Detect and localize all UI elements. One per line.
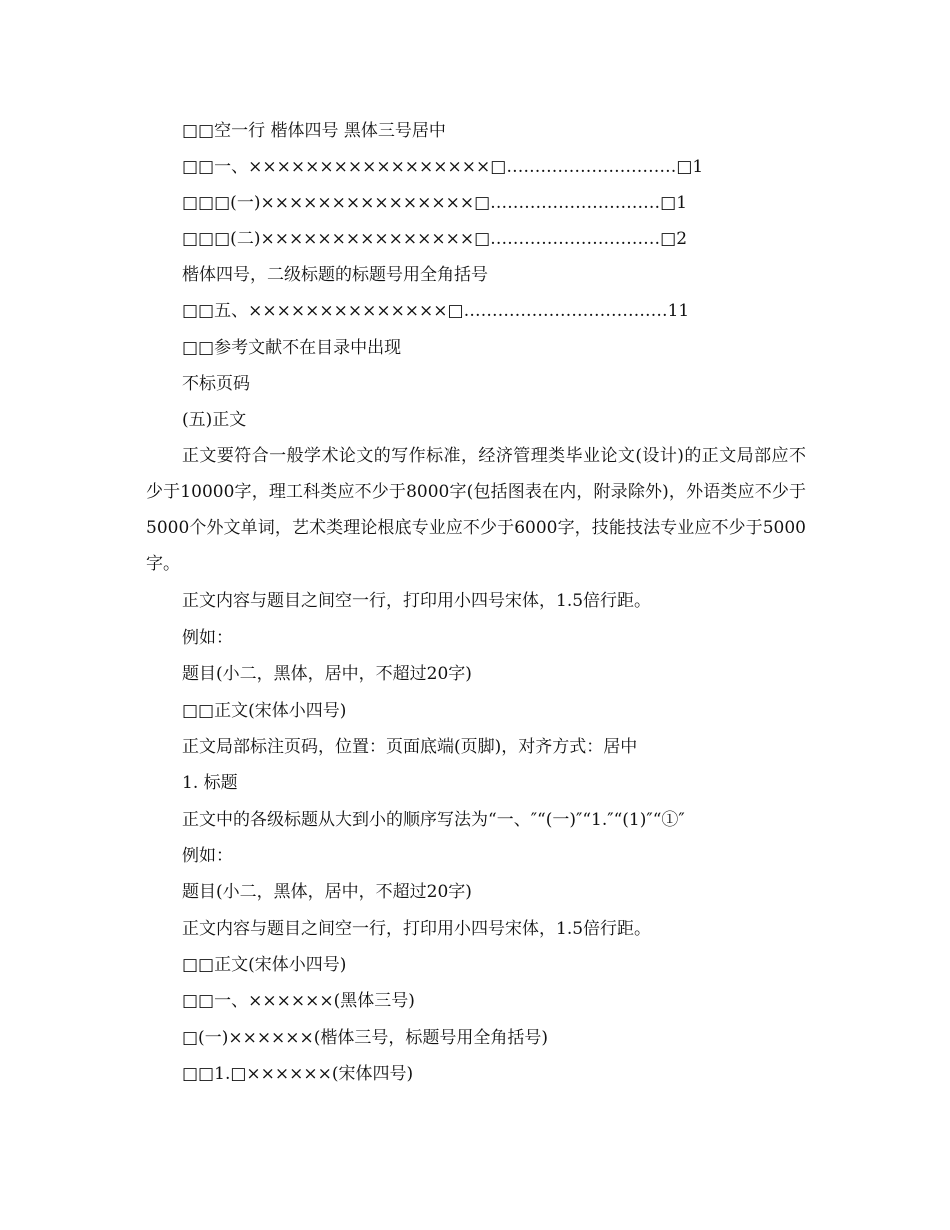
section-heading: (五)正文 [182, 410, 247, 430]
toc-item-2: □□□(一)×××××××××××××××□…………………………□1 [182, 193, 688, 213]
body-line-12: □(一)××××××(楷体三号，标题号用全角括号) [182, 1028, 549, 1048]
body-line-7: 例如： [182, 846, 233, 866]
toc-item-3: □□□(二)×××××××××××××××□…………………………□2 [182, 229, 688, 249]
toc-note-2: 楷体四号，二级标题的标题号用全角括号 [182, 265, 488, 285]
body-line-2: 例如： [182, 628, 233, 648]
toc-note-4: 不标页码 [182, 374, 250, 394]
body-paragraph: 正文要符合一般学术论文的写作标准，经济管理类毕业论文(设计)的正文局部应不少于10000字，理工科类应不少于8000字(包括图表在内，附录除外)，外语类应不少于5000个外文单词，艺术类理论根底专业应不少于6000字，技能技法专业应不少于5000字。 [146, 446, 806, 574]
toc-item-1: □□一、×××××××××××××××××□…………………………□1 [182, 157, 704, 177]
body-line-13: □□1.□××××××(宋体四号) [182, 1064, 414, 1084]
body-line-4: □□正文(宋体小四号) [182, 701, 347, 721]
body-line-1: 正文内容与题目之间空一行，打印用小四号宋体，1.5倍行距。 [182, 591, 652, 611]
toc-item-4: □□五、××××××××××××××□………………………………11 [182, 301, 690, 321]
body-line-9: 正文内容与题目之间空一行，打印用小四号宋体，1.5倍行距。 [182, 919, 652, 939]
subheading-title: 1. 标题 [182, 773, 238, 793]
body-line-11: □□一、××××××(黑体三号) [182, 991, 415, 1011]
body-line-10: □□正文(宋体小四号) [182, 955, 347, 975]
body-line-3: 题目(小二，黑体，居中，不超过20字) [182, 664, 472, 684]
body-line-5: 正文局部标注页码，位置：页面底端(页脚)，对齐方式：居中 [182, 737, 638, 757]
body-line-6: 正文中的各级标题从大到小的顺序写法为“一、″“(一)″“1.″“(1)″“①″ [182, 810, 685, 830]
body-line-8: 题目(小二，黑体，居中，不超过20字) [182, 882, 472, 902]
toc-note-3: □□参考文献不在目录中出现 [182, 338, 402, 358]
toc-note: □□空一行 楷体四号 黑体三号居中 [182, 121, 446, 141]
